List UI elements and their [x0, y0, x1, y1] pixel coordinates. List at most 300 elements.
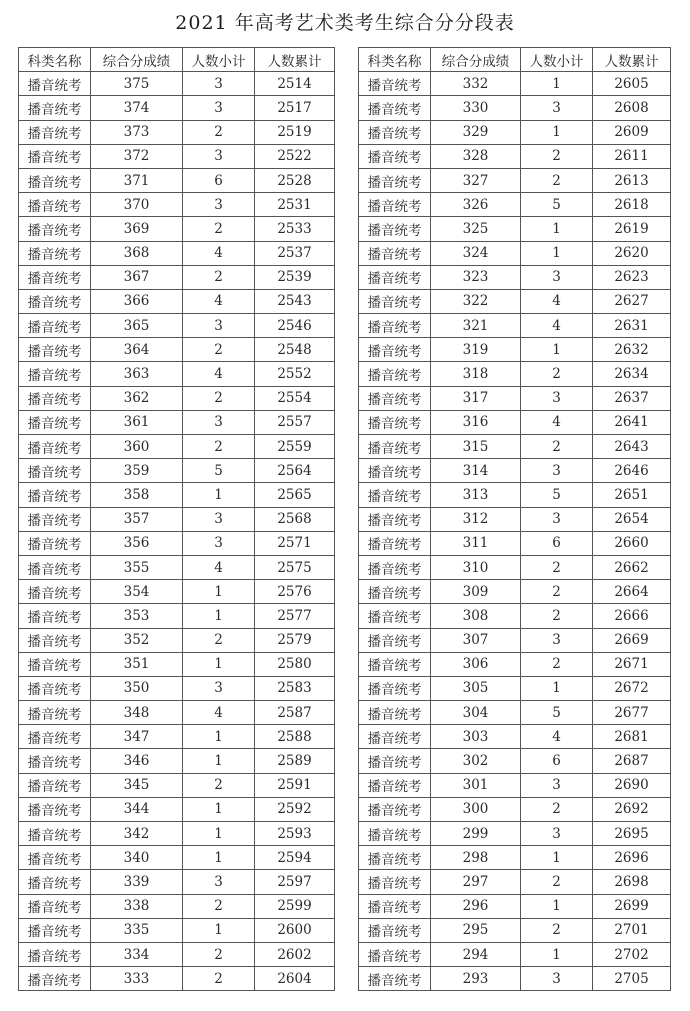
cell-subject: 播音统考: [19, 918, 91, 942]
cell-count: 2: [183, 120, 255, 144]
cell-score: 371: [91, 168, 183, 192]
cell-subject: 播音统考: [19, 217, 91, 241]
cell-count: 6: [521, 531, 593, 555]
cell-score: 332: [431, 72, 521, 96]
cell-count: 3: [183, 531, 255, 555]
cell-cumulative: 2604: [255, 967, 335, 991]
cell-cumulative: 2597: [255, 870, 335, 894]
cell-score: 318: [431, 362, 521, 386]
cell-cumulative: 2593: [255, 822, 335, 846]
table-row: [359, 144, 671, 168]
cell-subject: 播音统考: [19, 289, 91, 313]
table-header-row: [19, 48, 335, 72]
table-row: [359, 870, 671, 894]
cell-score: 351: [91, 652, 183, 676]
cell-count: 5: [521, 193, 593, 217]
cell-subject: 播音统考: [19, 676, 91, 700]
cell-cumulative: 2575: [255, 555, 335, 579]
table-row: [359, 676, 671, 700]
cell-count: 2: [521, 797, 593, 821]
cell-subject: 播音统考: [19, 362, 91, 386]
cell-score: 329: [431, 120, 521, 144]
cell-count: 1: [183, 652, 255, 676]
cell-count: 2: [183, 265, 255, 289]
table-row: [19, 628, 335, 652]
table-row: [19, 459, 335, 483]
cell-subject: 播音统考: [19, 241, 91, 265]
table-row: [19, 265, 335, 289]
cell-subject: 播音统考: [359, 289, 431, 313]
table-row: [19, 580, 335, 604]
cell-cumulative: 2587: [255, 701, 335, 725]
cell-score: 311: [431, 531, 521, 555]
cell-count: 1: [521, 846, 593, 870]
table-row: [359, 555, 671, 579]
cell-count: 4: [183, 241, 255, 265]
table-row: [359, 72, 671, 96]
cell-subject: 播音统考: [359, 555, 431, 579]
cell-score: 365: [91, 314, 183, 338]
cell-score: 326: [431, 193, 521, 217]
table-row: [359, 822, 671, 846]
cell-count: 3: [521, 507, 593, 531]
cell-count: 2: [521, 580, 593, 604]
cell-count: 3: [183, 314, 255, 338]
cell-cumulative: 2608: [593, 96, 671, 120]
cell-cumulative: 2654: [593, 507, 671, 531]
cell-score: 333: [91, 967, 183, 991]
cell-score: 315: [431, 435, 521, 459]
cell-subject: 播音统考: [359, 362, 431, 386]
cell-score: 345: [91, 773, 183, 797]
table-row: [19, 241, 335, 265]
cell-subject: 播音统考: [19, 314, 91, 338]
table-row: [19, 604, 335, 628]
cell-subject: 播音统考: [359, 338, 431, 362]
cell-subject: 播音统考: [19, 701, 91, 725]
cell-cumulative: 2588: [255, 725, 335, 749]
table-row: [19, 217, 335, 241]
cell-subject: 播音统考: [359, 72, 431, 96]
cell-score: 303: [431, 725, 521, 749]
table-row: [359, 773, 671, 797]
cell-count: 2: [183, 217, 255, 241]
cell-score: 330: [431, 96, 521, 120]
cell-cumulative: 2699: [593, 894, 671, 918]
cell-cumulative: 2619: [593, 217, 671, 241]
cell-score: 346: [91, 749, 183, 773]
cell-count: 4: [183, 555, 255, 579]
table-row: [359, 435, 671, 459]
cell-cumulative: 2602: [255, 942, 335, 966]
cell-count: 1: [521, 942, 593, 966]
page-title: 2021 年高考艺术类考生综合分分段表: [175, 12, 515, 34]
cell-subject: 播音统考: [359, 725, 431, 749]
cell-score: 360: [91, 435, 183, 459]
table-row: [359, 96, 671, 120]
cell-score: 358: [91, 483, 183, 507]
cell-count: 4: [521, 314, 593, 338]
cell-count: 1: [521, 217, 593, 241]
cell-count: 1: [183, 725, 255, 749]
cell-cumulative: 2690: [593, 773, 671, 797]
cell-count: 3: [521, 628, 593, 652]
cell-cumulative: 2701: [593, 918, 671, 942]
cell-count: 5: [521, 483, 593, 507]
cell-subject: 播音统考: [359, 386, 431, 410]
cell-subject: 播音统考: [19, 749, 91, 773]
table-row: [359, 580, 671, 604]
cell-cumulative: 2537: [255, 241, 335, 265]
cell-score: 296: [431, 894, 521, 918]
table-row: [359, 168, 671, 192]
cell-count: 1: [183, 580, 255, 604]
cell-cumulative: 2677: [593, 701, 671, 725]
cell-count: 4: [183, 362, 255, 386]
table-row: [359, 217, 671, 241]
cell-subject: 播音统考: [19, 531, 91, 555]
cell-count: 6: [521, 749, 593, 773]
cell-subject: 播音统考: [359, 459, 431, 483]
table-row: [359, 507, 671, 531]
cell-cumulative: 2620: [593, 241, 671, 265]
cell-count: 2: [183, 338, 255, 362]
table-row: [359, 193, 671, 217]
cell-subject: 播音统考: [359, 652, 431, 676]
cell-cumulative: 2623: [593, 265, 671, 289]
cell-subject: 播音统考: [359, 604, 431, 628]
cell-cumulative: 2552: [255, 362, 335, 386]
cell-count: 3: [521, 967, 593, 991]
cell-cumulative: 2632: [593, 338, 671, 362]
cell-score: 293: [431, 967, 521, 991]
cell-score: 367: [91, 265, 183, 289]
cell-subject: 播音统考: [359, 628, 431, 652]
table-row: [359, 604, 671, 628]
header-cumulative: 人数累计: [255, 48, 335, 72]
cell-count: 1: [521, 241, 593, 265]
cell-score: 363: [91, 362, 183, 386]
cell-score: 369: [91, 217, 183, 241]
cell-cumulative: 2557: [255, 410, 335, 434]
cell-score: 300: [431, 797, 521, 821]
table-row: [19, 362, 335, 386]
cell-cumulative: 2662: [593, 555, 671, 579]
cell-cumulative: 2577: [255, 604, 335, 628]
cell-score: 372: [91, 144, 183, 168]
cell-subject: 播音统考: [19, 967, 91, 991]
table-row: [19, 773, 335, 797]
cell-cumulative: 2564: [255, 459, 335, 483]
table-row: [19, 507, 335, 531]
table-row: [19, 386, 335, 410]
cell-cumulative: 2618: [593, 193, 671, 217]
header-cumulative: 人数累计: [593, 48, 671, 72]
cell-cumulative: 2664: [593, 580, 671, 604]
cell-count: 1: [183, 749, 255, 773]
table-row: [359, 531, 671, 555]
cell-count: 3: [183, 72, 255, 96]
cell-score: 322: [431, 289, 521, 313]
table-row: [359, 289, 671, 313]
table-row: [359, 725, 671, 749]
cell-subject: 播音统考: [19, 410, 91, 434]
cell-count: 3: [521, 386, 593, 410]
cell-count: 3: [183, 676, 255, 700]
cell-score: 375: [91, 72, 183, 96]
table-row: [19, 96, 335, 120]
cell-subject: 播音统考: [19, 265, 91, 289]
cell-cumulative: 2519: [255, 120, 335, 144]
cell-subject: 播音统考: [359, 314, 431, 338]
cell-cumulative: 2517: [255, 96, 335, 120]
cell-subject: 播音统考: [359, 507, 431, 531]
table-row: [359, 652, 671, 676]
cell-subject: 播音统考: [359, 676, 431, 700]
cell-score: 362: [91, 386, 183, 410]
table-row: [19, 797, 335, 821]
cell-score: 368: [91, 241, 183, 265]
table-row: [19, 193, 335, 217]
cell-subject: 播音统考: [359, 531, 431, 555]
cell-score: 356: [91, 531, 183, 555]
cell-score: 339: [91, 870, 183, 894]
header-score: 综合分成绩: [91, 48, 183, 72]
cell-cumulative: 2643: [593, 435, 671, 459]
header-count: 人数小计: [521, 48, 593, 72]
cell-score: 314: [431, 459, 521, 483]
cell-count: 2: [521, 144, 593, 168]
cell-subject: 播音统考: [19, 338, 91, 362]
score-table-right: [358, 47, 671, 991]
cell-subject: 播音统考: [19, 870, 91, 894]
cell-cumulative: 2698: [593, 870, 671, 894]
cell-count: 1: [521, 894, 593, 918]
table-row: [359, 918, 671, 942]
cell-count: 2: [521, 555, 593, 579]
table-row: [359, 241, 671, 265]
table-row: [359, 314, 671, 338]
cell-cumulative: 2514: [255, 72, 335, 96]
cell-cumulative: 2671: [593, 652, 671, 676]
cell-cumulative: 2613: [593, 168, 671, 192]
cell-cumulative: 2568: [255, 507, 335, 531]
cell-cumulative: 2531: [255, 193, 335, 217]
cell-count: 2: [183, 773, 255, 797]
table-row: [19, 967, 335, 991]
cell-subject: 播音统考: [19, 435, 91, 459]
cell-count: 2: [521, 168, 593, 192]
cell-count: 3: [183, 507, 255, 531]
cell-cumulative: 2687: [593, 749, 671, 773]
cell-subject: 播音统考: [359, 144, 431, 168]
cell-count: 3: [521, 265, 593, 289]
cell-subject: 播音统考: [359, 846, 431, 870]
cell-score: 347: [91, 725, 183, 749]
cell-count: 3: [183, 193, 255, 217]
cell-count: 1: [183, 797, 255, 821]
header-count: 人数小计: [183, 48, 255, 72]
cell-subject: 播音统考: [19, 822, 91, 846]
cell-count: 2: [521, 435, 593, 459]
cell-cumulative: 2660: [593, 531, 671, 555]
cell-subject: 播音统考: [19, 725, 91, 749]
cell-count: 1: [521, 120, 593, 144]
cell-score: 301: [431, 773, 521, 797]
cell-cumulative: 2580: [255, 652, 335, 676]
cell-count: 2: [521, 918, 593, 942]
table-row: [359, 797, 671, 821]
cell-subject: 播音统考: [359, 265, 431, 289]
score-table-left: [18, 47, 335, 991]
table-row: [19, 894, 335, 918]
cell-score: 353: [91, 604, 183, 628]
cell-score: 304: [431, 701, 521, 725]
cell-score: 354: [91, 580, 183, 604]
table-row: [19, 846, 335, 870]
cell-count: 3: [521, 822, 593, 846]
cell-subject: 播音统考: [359, 967, 431, 991]
cell-subject: 播音统考: [359, 797, 431, 821]
cell-score: 325: [431, 217, 521, 241]
cell-cumulative: 2559: [255, 435, 335, 459]
cell-count: 1: [183, 822, 255, 846]
table-row: [359, 410, 671, 434]
cell-count: 5: [183, 459, 255, 483]
cell-cumulative: 2634: [593, 362, 671, 386]
cell-subject: 播音统考: [19, 797, 91, 821]
cell-score: 373: [91, 120, 183, 144]
cell-subject: 播音统考: [359, 410, 431, 434]
cell-subject: 播音统考: [19, 652, 91, 676]
table-row: [19, 410, 335, 434]
cell-cumulative: 2522: [255, 144, 335, 168]
cell-cumulative: 2543: [255, 289, 335, 313]
cell-score: 344: [91, 797, 183, 821]
cell-score: 310: [431, 555, 521, 579]
cell-score: 302: [431, 749, 521, 773]
cell-score: 327: [431, 168, 521, 192]
cell-cumulative: 2681: [593, 725, 671, 749]
table-row: [359, 749, 671, 773]
cell-count: 1: [183, 846, 255, 870]
cell-count: 1: [183, 918, 255, 942]
cell-score: 340: [91, 846, 183, 870]
cell-subject: 播音统考: [19, 459, 91, 483]
cell-score: 319: [431, 338, 521, 362]
cell-cumulative: 2594: [255, 846, 335, 870]
cell-score: 366: [91, 289, 183, 313]
cell-subject: 播音统考: [359, 483, 431, 507]
cell-cumulative: 2695: [593, 822, 671, 846]
cell-cumulative: 2583: [255, 676, 335, 700]
table-row: [359, 483, 671, 507]
cell-cumulative: 2528: [255, 168, 335, 192]
table-row: [19, 483, 335, 507]
cell-count: 2: [183, 435, 255, 459]
cell-count: 2: [521, 652, 593, 676]
cell-score: 308: [431, 604, 521, 628]
table-row: [19, 144, 335, 168]
table-row: [19, 822, 335, 846]
cell-score: 374: [91, 96, 183, 120]
cell-count: 2: [183, 386, 255, 410]
header-subject: 科类名称: [359, 48, 431, 72]
cell-cumulative: 2666: [593, 604, 671, 628]
cell-subject: 播音统考: [359, 120, 431, 144]
table-row: [19, 314, 335, 338]
table-row: [19, 120, 335, 144]
cell-score: 306: [431, 652, 521, 676]
cell-subject: 播音统考: [359, 168, 431, 192]
cell-score: 317: [431, 386, 521, 410]
cell-count: 1: [183, 483, 255, 507]
cell-count: 2: [521, 604, 593, 628]
table-row: [19, 725, 335, 749]
cell-subject: 播音统考: [19, 942, 91, 966]
cell-cumulative: 2637: [593, 386, 671, 410]
cell-count: 2: [183, 967, 255, 991]
cell-cumulative: 2539: [255, 265, 335, 289]
cell-cumulative: 2672: [593, 676, 671, 700]
table-row: [19, 749, 335, 773]
cell-cumulative: 2651: [593, 483, 671, 507]
cell-subject: 播音统考: [19, 96, 91, 120]
cell-score: 348: [91, 701, 183, 725]
cell-count: 4: [521, 289, 593, 313]
cell-score: 295: [431, 918, 521, 942]
cell-cumulative: 2641: [593, 410, 671, 434]
table-row: [359, 386, 671, 410]
cell-score: 309: [431, 580, 521, 604]
cell-subject: 播音统考: [19, 120, 91, 144]
cell-count: 3: [183, 144, 255, 168]
cell-count: 6: [183, 168, 255, 192]
cell-count: 2: [183, 942, 255, 966]
cell-score: 297: [431, 870, 521, 894]
cell-count: 1: [521, 72, 593, 96]
cell-subject: 播音统考: [19, 193, 91, 217]
cell-cumulative: 2705: [593, 967, 671, 991]
cell-count: 3: [521, 96, 593, 120]
table-row: [359, 894, 671, 918]
cell-cumulative: 2605: [593, 72, 671, 96]
cell-cumulative: 2692: [593, 797, 671, 821]
table-row: [359, 942, 671, 966]
cell-count: 4: [183, 289, 255, 313]
table-row: [19, 435, 335, 459]
table-row: [359, 628, 671, 652]
table-row: [359, 846, 671, 870]
cell-subject: 播音统考: [359, 749, 431, 773]
cell-count: 2: [183, 628, 255, 652]
cell-score: 338: [91, 894, 183, 918]
table-row: [19, 338, 335, 362]
table-row: [19, 72, 335, 96]
cell-cumulative: 2646: [593, 459, 671, 483]
table-row: [19, 870, 335, 894]
cell-score: 299: [431, 822, 521, 846]
cell-subject: 播音统考: [359, 580, 431, 604]
cell-score: 307: [431, 628, 521, 652]
cell-cumulative: 2600: [255, 918, 335, 942]
cell-count: 2: [521, 362, 593, 386]
cell-subject: 播音统考: [19, 168, 91, 192]
cell-cumulative: 2609: [593, 120, 671, 144]
cell-score: 350: [91, 676, 183, 700]
table-row: [19, 918, 335, 942]
cell-score: 328: [431, 144, 521, 168]
